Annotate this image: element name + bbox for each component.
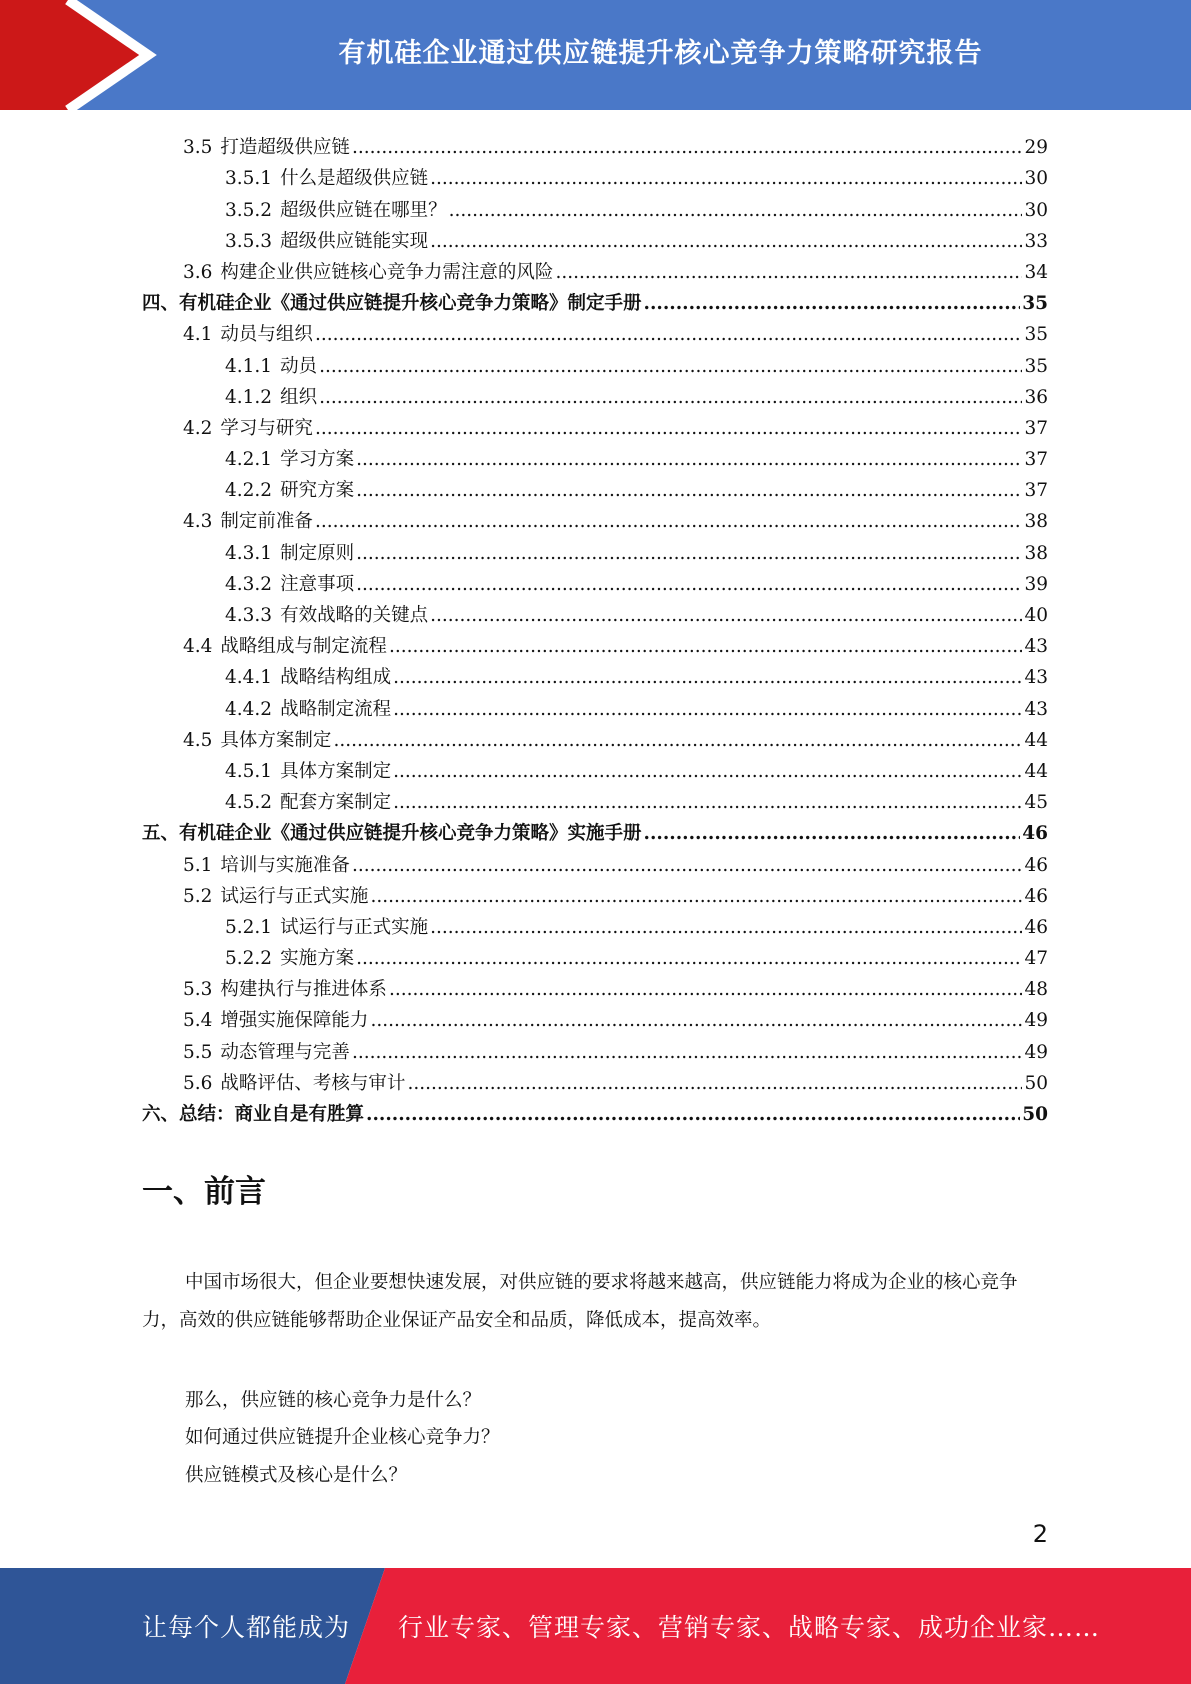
toc-entry[interactable]: [142, 627, 1048, 658]
page-header: [0, 0, 1191, 110]
toc-entry[interactable]: [142, 253, 1048, 284]
toc-dot-leader: [430, 605, 1022, 627]
toc-entry[interactable]: [142, 440, 1048, 471]
toc-entry-number: 4.5: [183, 729, 213, 751]
toc-entry-page: 34: [1024, 261, 1048, 283]
toc-entry-page: 37: [1024, 480, 1048, 502]
toc-entry[interactable]: [142, 689, 1048, 720]
toc-entry[interactable]: [142, 752, 1048, 783]
toc-entry-title: 打造超级供应链: [220, 137, 350, 159]
toc-entry-number: 4.2: [183, 417, 213, 439]
toc-dot-leader: [352, 1042, 1023, 1064]
toc-entry-title: 什么是超级供应链: [280, 168, 429, 190]
toc-entry-title: 具体方案制定: [280, 760, 392, 782]
toc-dot-leader: [393, 667, 1022, 689]
toc-entry[interactable]: [142, 721, 1048, 752]
question-line: 如何通过供应链提升企业核心竞争力？: [185, 1427, 500, 1448]
toc-entry-page: 39: [1024, 573, 1048, 595]
toc-entry-page: 37: [1024, 449, 1048, 471]
toc-entry-page: 35: [1024, 355, 1048, 377]
toc-entry-title: 六、总结：商业自是有胜算: [142, 1104, 365, 1125]
toc-entry-title: 战略制定流程: [280, 698, 392, 720]
toc-dot-leader: [430, 231, 1022, 253]
toc-entry-title: 具体方案制定: [220, 729, 332, 751]
toc-entry[interactable]: [142, 471, 1048, 502]
toc-entry-number: 4.5.2: [225, 792, 273, 814]
toc-dot-leader: [449, 200, 1023, 222]
page-number: 2: [1032, 1520, 1048, 1548]
toc-entry-title: 四、有机硅企业《通过供应链提升核心竞争力策略》制定手册: [142, 293, 642, 315]
toc-entry[interactable]: [142, 128, 1048, 159]
toc-dot-leader: [352, 137, 1023, 159]
toc-entry-number: 3.5.2: [225, 199, 273, 221]
toc-entry-page: 49: [1024, 1010, 1048, 1032]
toc-entry-number: 3.5.1: [225, 168, 273, 190]
toc-dot-leader: [430, 917, 1022, 939]
toc-entry[interactable]: [142, 409, 1048, 440]
toc-entry-number: 4.1.1: [225, 355, 273, 377]
toc-entry-number: 5.2.2: [225, 948, 273, 970]
toc-entry-page: 48: [1024, 979, 1048, 1001]
toc-entry[interactable]: [142, 565, 1048, 596]
toc-entry-page: 43: [1024, 667, 1048, 689]
toc-entry-page: 46: [1024, 916, 1048, 938]
toc-dot-leader: [555, 262, 1022, 284]
toc-entry-number: 4.5.1: [225, 760, 273, 782]
toc-dot-leader: [393, 761, 1022, 783]
toc-entry-page: 49: [1024, 1041, 1048, 1063]
toc-entry-page: 44: [1024, 729, 1048, 751]
toc-entry-title: 动态管理与完善: [220, 1041, 350, 1063]
toc-entry-number: 3.5: [183, 137, 213, 159]
toc-entry[interactable]: [142, 1064, 1048, 1095]
toc-entry-number: 3.6: [183, 261, 213, 283]
toc-entry[interactable]: [142, 284, 1048, 315]
toc-entry-title: 制定原则: [280, 542, 355, 564]
toc-entry-title: 配套方案制定: [280, 792, 392, 814]
toc-entry[interactable]: [142, 1001, 1048, 1032]
toc-entry-page: 35: [1024, 324, 1048, 346]
toc-entry-title: 实施方案: [280, 948, 355, 970]
toc-entry-number: 4.4.1: [225, 667, 273, 689]
toc-entry-title: 构建企业供应链核心竞争力需注意的风险: [220, 261, 554, 283]
toc-dot-leader: [370, 1010, 1022, 1032]
toc-entry-title: 战略评估、考核与审计: [220, 1072, 406, 1094]
toc-dot-leader: [315, 324, 1023, 346]
toc-entry-number: 4.3.2: [225, 573, 273, 595]
toc-entry-number: 4.2.1: [225, 449, 273, 471]
toc-entry[interactable]: [142, 159, 1048, 190]
question-line: 供应链模式及核心是什么？: [185, 1465, 408, 1486]
toc-entry-number: 4.2.2: [225, 480, 273, 502]
toc-entry-page: 37: [1024, 417, 1048, 439]
toc-dot-leader: [333, 730, 1022, 752]
toc-entry-title: 试运行与正式实施: [220, 885, 369, 907]
toc-entry-title: 制定前准备: [220, 511, 313, 533]
toc-entry-page: 40: [1024, 605, 1048, 626]
toc-entry[interactable]: [142, 533, 1048, 564]
toc-entry-number: 4.3: [183, 511, 213, 533]
toc-entry-title: 注意事项: [280, 573, 355, 595]
toc-entry[interactable]: [142, 783, 1048, 814]
toc-entry-title: 学习与研究: [220, 417, 313, 439]
toc-dot-leader: [319, 356, 1022, 378]
toc-entry[interactable]: [142, 190, 1048, 221]
table-of-contents: [142, 128, 1048, 1126]
toc-entry-number: 4.4: [183, 636, 213, 658]
question-line: 那么，供应链的核心竞争力是什么？: [185, 1390, 482, 1411]
toc-entry-title: 五、有机硅企业《通过供应链提升核心竞争力策略》实施手册: [142, 823, 642, 845]
toc-entry-page: 46: [1022, 823, 1048, 845]
toc-entry-page: 35: [1022, 293, 1048, 315]
toc-entry-number: 5.5: [183, 1041, 213, 1063]
toc-dot-leader: [430, 168, 1022, 190]
toc-entry-page: 30: [1024, 168, 1048, 190]
toc-entry-page: 29: [1024, 137, 1048, 159]
toc-entry[interactable]: [142, 1032, 1048, 1063]
toc-entry-number: 4.3.3: [225, 605, 273, 626]
toc-dot-leader: [389, 979, 1023, 1001]
toc-dot-leader: [393, 699, 1022, 721]
section-heading: 一、前言: [142, 1174, 266, 1210]
toc-dot-leader: [356, 480, 1022, 502]
toc-entry-title: 动员: [280, 355, 318, 377]
toc-entry-page: 50: [1024, 1072, 1048, 1094]
toc-dot-leader: [356, 449, 1022, 471]
toc-entry-title: 有效战略的关键点: [280, 605, 429, 626]
toc-entry-title: 学习方案: [280, 449, 355, 471]
footer-slogan-right: 行业专家、管理专家、营销专家、战略专家、成功企业家……: [398, 1613, 1101, 1642]
toc-entry-page: 38: [1024, 511, 1048, 533]
toc-entry-title: 战略组成与制定流程: [220, 636, 387, 658]
toc-entry[interactable]: [142, 222, 1048, 253]
toc-entry-number: 5.1: [183, 854, 213, 876]
toc-entry-title: 试运行与正式实施: [280, 916, 429, 938]
toc-dot-leader: [315, 418, 1023, 440]
toc-entry-title: 研究方案: [280, 480, 355, 502]
toc-entry-number: 5.2: [183, 885, 213, 907]
toc-entry-page: 46: [1024, 885, 1048, 907]
toc-entry-page: 30: [1024, 199, 1048, 221]
toc-entry[interactable]: [142, 502, 1048, 533]
toc-dot-leader: [393, 792, 1022, 814]
toc-dot-leader: [356, 574, 1022, 596]
toc-entry-title: 超级供应链能实现: [280, 230, 429, 252]
toc-entry-page: 43: [1024, 636, 1048, 658]
toc-entry[interactable]: [142, 315, 1048, 346]
toc-entry-title: 培训与实施准备: [220, 854, 350, 876]
toc-entry-title: 组织: [280, 386, 318, 408]
toc-entry[interactable]: [142, 814, 1048, 845]
toc-dot-leader: [319, 387, 1022, 409]
toc-entry-number: 5.6: [183, 1072, 213, 1094]
toc-dot-leader: [644, 293, 1021, 315]
toc-entry-page: 43: [1024, 698, 1048, 720]
toc-dot-leader: [644, 823, 1021, 845]
toc-entry-page: 46: [1024, 854, 1048, 876]
toc-entry-title: 增强实施保障能力: [220, 1010, 369, 1032]
toc-entry-title: 动员与组织: [220, 324, 313, 346]
toc-dot-leader: [352, 855, 1023, 877]
toc-dot-leader: [407, 1073, 1022, 1095]
toc-entry-number: 5.4: [183, 1010, 213, 1032]
toc-dot-leader: [356, 948, 1022, 970]
toc-entry[interactable]: [142, 596, 1048, 627]
page-footer: [0, 1568, 1191, 1684]
toc-entry[interactable]: [142, 378, 1048, 409]
toc-dot-leader: [356, 543, 1022, 565]
toc-entry[interactable]: [142, 658, 1048, 689]
toc-entry-page: 36: [1024, 386, 1048, 408]
toc-entry[interactable]: [142, 939, 1048, 970]
footer-slogan-left: 让每个人都能成为: [142, 1613, 351, 1642]
toc-dot-leader: [389, 636, 1023, 658]
toc-entry-page: 50: [1022, 1104, 1048, 1125]
toc-dot-leader: [370, 886, 1022, 908]
toc-dot-leader: [315, 511, 1023, 533]
toc-entry-title: 战略结构组成: [280, 667, 392, 689]
toc-entry-number: 5.2.1: [225, 916, 273, 938]
toc-entry-title: 构建执行与推进体系: [220, 979, 387, 1001]
toc-entry-number: 4.3.1: [225, 542, 273, 564]
toc-entry[interactable]: [142, 970, 1048, 1001]
toc-entry-number: 4.1: [183, 324, 213, 346]
intro-paragraph: 中国市场很大，但企业要想快速发展，对供应链的要求将越来越高，供应链能力将成为企业的核心竞争力，高效的供应链能够帮助企业保证产品安全和品质，降低成本，提高效率。: [142, 1272, 1018, 1331]
toc-entry-number: 4.4.2: [225, 698, 273, 720]
toc-entry-page: 47: [1024, 948, 1048, 970]
header-title: 有机硅企业通过供应链提升核心竞争力策略研究报告: [338, 37, 983, 69]
toc-entry-page: 33: [1024, 230, 1048, 252]
toc-entry-page: 45: [1024, 792, 1048, 814]
toc-entry-number: 5.3: [183, 979, 213, 1001]
toc-entry-page: 38: [1024, 542, 1048, 564]
toc-entry-number: 3.5.3: [225, 230, 273, 252]
toc-entry[interactable]: [142, 908, 1048, 939]
toc-dot-leader: [366, 1104, 1020, 1126]
toc-entry[interactable]: [142, 877, 1048, 908]
toc-entry-number: 4.1.2: [225, 386, 273, 408]
toc-entry-page: 44: [1024, 760, 1048, 782]
toc-entry-title: 超级供应链在哪里？: [280, 199, 447, 221]
toc-entry[interactable]: [142, 346, 1048, 377]
toc-entry[interactable]: [142, 845, 1048, 876]
toc-entry[interactable]: [142, 1095, 1048, 1126]
